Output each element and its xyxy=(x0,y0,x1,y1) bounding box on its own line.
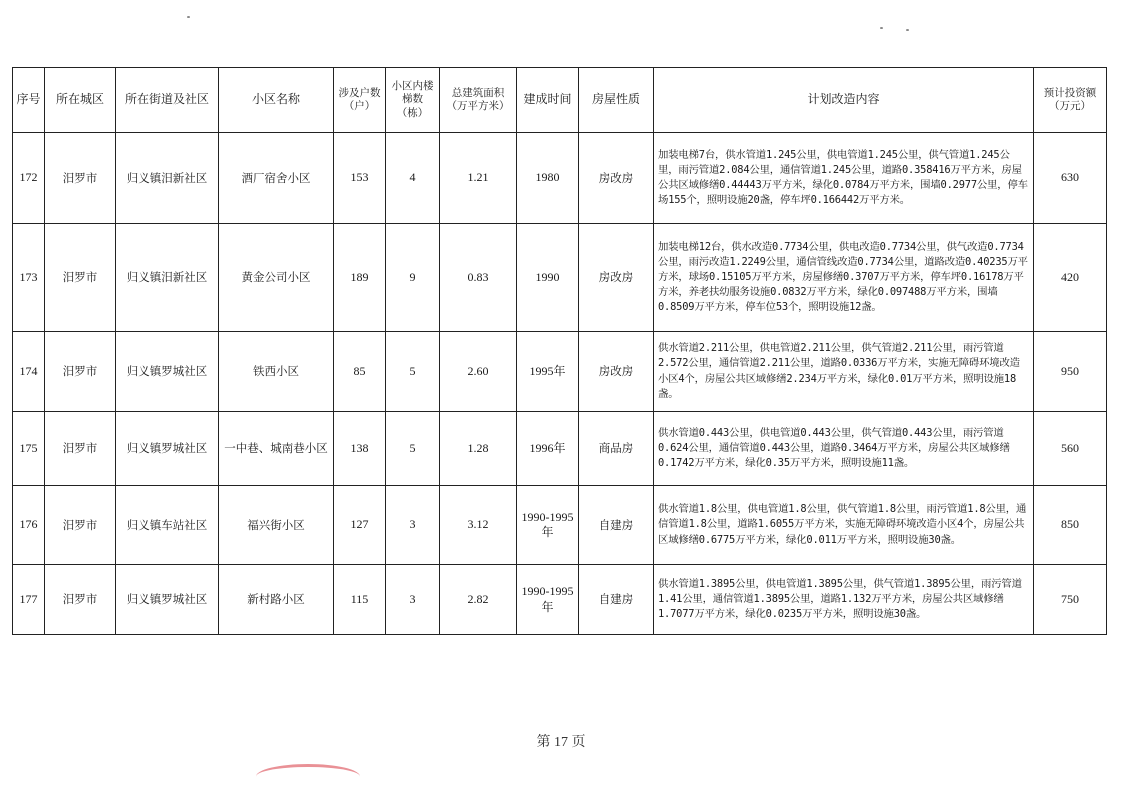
cell-name: 铁西小区 xyxy=(219,332,334,412)
cell-households: 189 xyxy=(334,224,386,332)
cell-nature: 自建房 xyxy=(579,565,654,635)
cell-name: 新村路小区 xyxy=(219,565,334,635)
cell-plan: 供水管道0.443公里，供电管道0.443公里，供气管道0.443公里，雨污管道0.624公里，通信管道0.443公里，道路0.3464万平方米，房屋公共区域修缮0.1742万平方米，绿化0.35万平方米，照明设施11盏。 xyxy=(654,412,1034,486)
cell-households: 138 xyxy=(334,412,386,486)
table-row xyxy=(13,332,1107,412)
cell-plan: 供水管道1.3895公里，供电管道1.3895公里，供气管道1.3895公里，雨污管道1.41公里，通信管道1.3895公里，道路1.132万平方米，房屋公共区域修缮1.7077万平方米，绿化0.0235万平方米，照明设施30盏。 xyxy=(654,565,1034,635)
cell-invest: 850 xyxy=(1034,486,1107,565)
cell-built: 1990 xyxy=(517,224,579,332)
cell-invest: 630 xyxy=(1034,133,1107,224)
cell-built: 1980 xyxy=(517,133,579,224)
table-row xyxy=(13,133,1107,224)
cell-seq: 176 xyxy=(13,486,45,565)
header-plan: 计划改造内容 xyxy=(654,68,1034,133)
cell-name: 福兴街小区 xyxy=(219,486,334,565)
cell-plan: 供水管道1.8公里，供电管道1.8公里，供气管道1.8公里，雨污管道1.8公里，通信管道1.8公里，道路1.6055万平方米，实施无障碍环境改造小区4个，房屋公共区域修缮0.6775万平方米，绿化0.011万平方米，照明设施30盏。 xyxy=(654,486,1034,565)
cell-seq: 175 xyxy=(13,412,45,486)
cell-seq: 172 xyxy=(13,133,45,224)
table-row xyxy=(13,412,1107,486)
cell-city: 汨罗市 xyxy=(45,224,116,332)
cell-built: 1995年 xyxy=(517,332,579,412)
header-buildings: 小区内楼梯数（栋） xyxy=(386,68,440,133)
cell-area: 0.83 xyxy=(440,224,517,332)
cell-households: 85 xyxy=(334,332,386,412)
header-nature: 房屋性质 xyxy=(579,68,654,133)
cell-seq: 177 xyxy=(13,565,45,635)
cell-buildings: 5 xyxy=(386,332,440,412)
header-built: 建成时间 xyxy=(517,68,579,133)
header-households: 涉及户数（户） xyxy=(334,68,386,133)
header-name: 小区名称 xyxy=(219,68,334,133)
cell-street: 归义镇罗城社区 xyxy=(116,332,219,412)
cell-households: 115 xyxy=(334,565,386,635)
cell-street: 归义镇罗城社区 xyxy=(116,565,219,635)
cell-buildings: 4 xyxy=(386,133,440,224)
renovation-table xyxy=(12,67,1107,635)
cell-invest: 750 xyxy=(1034,565,1107,635)
cell-city: 汨罗市 xyxy=(45,486,116,565)
cell-buildings: 3 xyxy=(386,565,440,635)
cell-invest: 420 xyxy=(1034,224,1107,332)
header-seq: 序号 xyxy=(13,68,45,133)
cell-area: 2.60 xyxy=(440,332,517,412)
cell-plan: 供水管道2.211公里，供电管道2.211公里，供气管道2.211公里，雨污管道2.572公里，通信管道2.211公里，道路0.0336万平方米，实施无障碍环境改造小区4个，房屋公共区域修缮2.234万平方米，绿化0.01万平方米，照明设施18盏。 xyxy=(654,332,1034,412)
scan-speck xyxy=(906,29,909,31)
cell-area: 2.82 xyxy=(440,565,517,635)
cell-area: 3.12 xyxy=(440,486,517,565)
table-row xyxy=(13,565,1107,635)
cell-city: 汨罗市 xyxy=(45,412,116,486)
cell-built: 1990-1995年 xyxy=(517,565,579,635)
cell-built: 1996年 xyxy=(517,412,579,486)
cell-seq: 173 xyxy=(13,224,45,332)
cell-street: 归义镇罗城社区 xyxy=(116,412,219,486)
cell-buildings: 9 xyxy=(386,224,440,332)
header-area: 总建筑面积（万平方米） xyxy=(440,68,517,133)
cell-street: 归义镇汨新社区 xyxy=(116,224,219,332)
cell-nature: 房改房 xyxy=(579,133,654,224)
cell-nature: 商品房 xyxy=(579,412,654,486)
cell-street: 归义镇车站社区 xyxy=(116,486,219,565)
header-street: 所在街道及社区 xyxy=(116,68,219,133)
header-city: 所在城区 xyxy=(45,68,116,133)
cell-households: 127 xyxy=(334,486,386,565)
seal-stamp-edge xyxy=(256,764,360,789)
cell-households: 153 xyxy=(334,133,386,224)
cell-plan: 加装电梯7台，供水管道1.245公里，供电管道1.245公里，供气管道1.245公里，雨污管道2.084公里，通信管道1.245公里，道路0.358416万平方米，房屋公共区域修缮0.44443万平方米，绿化0.0784万平方米，围墙0.2977公里，停车场155个，照明设施20盏，停车坪0.166442万平方米。 xyxy=(654,133,1034,224)
cell-city: 汨罗市 xyxy=(45,133,116,224)
page-number: 第 17 页 xyxy=(536,735,586,750)
cell-name: 一中巷、城南巷小区 xyxy=(219,412,334,486)
table-row xyxy=(13,224,1107,332)
header-row xyxy=(13,68,1107,133)
cell-buildings: 5 xyxy=(386,412,440,486)
cell-name: 黄金公司小区 xyxy=(219,224,334,332)
scan-speck xyxy=(187,16,190,18)
cell-seq: 174 xyxy=(13,332,45,412)
scan-speck xyxy=(880,27,883,29)
cell-area: 1.21 xyxy=(440,133,517,224)
cell-nature: 房改房 xyxy=(579,224,654,332)
cell-area: 1.28 xyxy=(440,412,517,486)
cell-street: 归义镇汨新社区 xyxy=(116,133,219,224)
cell-city: 汨罗市 xyxy=(45,332,116,412)
cell-built: 1990-1995年 xyxy=(517,486,579,565)
cell-city: 汨罗市 xyxy=(45,565,116,635)
cell-plan: 加装电梯12台，供水改造0.7734公里，供电改造0.7734公里，供气改造0.7734公里，雨污改造1.2249公里，通信管线改造0.7734公里，道路改造0.40235万平方米，球场0.15105万平方米，房屋修缮0.3707万平方米，停车坪0.16178万平方米，养老扶幼服务设施0.0832万平方米，绿化0.097488万平方米，围墙0.8509万平方米，停车位53个，照明设施12盏。 xyxy=(654,224,1034,332)
cell-buildings: 3 xyxy=(386,486,440,565)
table-row xyxy=(13,486,1107,565)
cell-name: 酒厂宿舍小区 xyxy=(219,133,334,224)
cell-invest: 560 xyxy=(1034,412,1107,486)
cell-invest: 950 xyxy=(1034,332,1107,412)
header-invest: 预计投资额（万元） xyxy=(1034,68,1107,133)
cell-nature: 房改房 xyxy=(579,332,654,412)
cell-nature: 自建房 xyxy=(579,486,654,565)
